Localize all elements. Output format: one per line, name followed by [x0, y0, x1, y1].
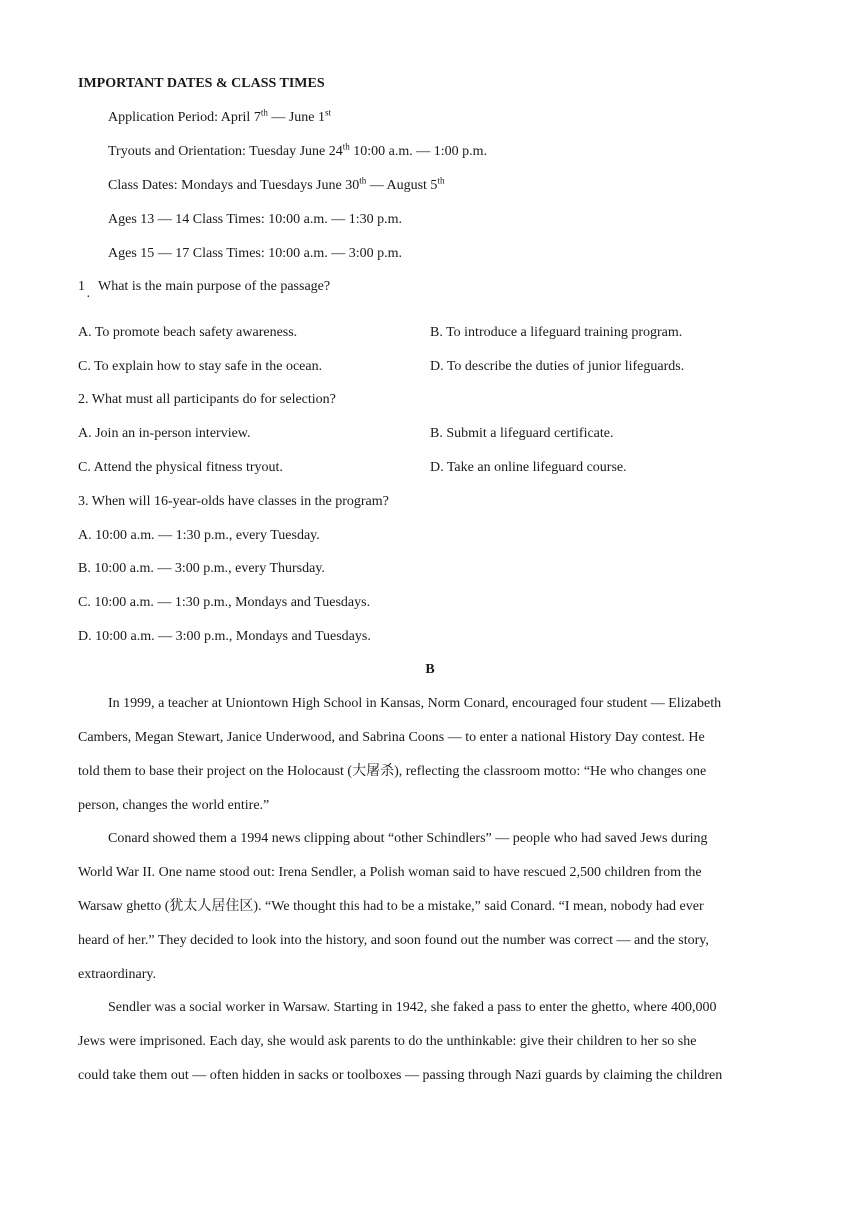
- passage-line: extraordinary.: [78, 967, 156, 982]
- question-1-option-d[interactable]: D. To describe the duties of junior lifeguards.: [430, 359, 685, 374]
- application-period-text: Application Period: April 7: [108, 110, 261, 125]
- passage-line: could take them out — often hidden in sacks or toolboxes — passing through Nazi guards by claiming the children: [78, 1068, 723, 1083]
- passage-line: Warsaw ghetto (犹太人居住区). “We thought this had to be a mistake,” said Conard. “I mean, nobody had ever: [78, 899, 704, 914]
- question-3-option-c[interactable]: C. 10:00 a.m. — 1:30 p.m., Mondays and Tuesdays.: [78, 595, 371, 610]
- ordinal-suffix: th: [342, 141, 350, 152]
- passage-line: In 1999, a teacher at Uniontown High School in Kansas, Norm Conard, encouraged four student — Elizabeth: [108, 696, 722, 711]
- question-2-option-b[interactable]: B. Submit a lifeguard certificate.: [430, 426, 614, 441]
- passage-line: World War II. One name stood out: Irena Sendler, a Polish woman said to have rescued 2,500 children from the: [78, 865, 702, 880]
- ages-13-14-times: Ages 13 — 14 Class Times: 10:00 a.m. — 1:30 p.m.: [108, 212, 403, 227]
- passage-b-heading: B: [425, 662, 435, 677]
- ordinal-suffix: th: [437, 175, 445, 186]
- question-2-option-a[interactable]: A. Join an in-person interview.: [78, 426, 251, 441]
- passage-line: Sendler was a social worker in Warsaw. Starting in 1942, she faked a pass to enter the ghetto, where 400,000: [108, 1000, 717, 1015]
- ordinal-suffix: th: [359, 175, 367, 186]
- question-3-stem: 3. When will 16-year-olds have classes in the program?: [78, 494, 389, 509]
- passage-line: heard of her.” They decided to look into the history, and soon found out the number was correct — and the story,: [78, 933, 709, 948]
- question-1-option-c[interactable]: C. To explain how to stay safe in the ocean.: [78, 359, 323, 374]
- ordinal-suffix: st: [325, 107, 332, 118]
- section-heading: IMPORTANT DATES & CLASS TIMES: [78, 76, 325, 91]
- question-3-option-a[interactable]: A. 10:00 a.m. — 1:30 p.m., every Tuesday.: [78, 528, 320, 543]
- class-dates-end: — August 5: [366, 178, 438, 193]
- tryouts-line: [108, 143, 487, 161]
- tryouts-text: Tryouts and Orientation: Tuesday June 24: [108, 144, 343, 159]
- question-1-option-b[interactable]: B. To introduce a lifeguard training program.: [430, 325, 683, 340]
- ordinal-suffix: th: [260, 107, 268, 118]
- question-3-option-b[interactable]: B. 10:00 a.m. — 3:00 p.m., every Thursday.: [78, 561, 325, 576]
- passage-line: Conard showed them a 1994 news clipping about “other Schindlers” — people who had saved Jews during: [108, 831, 708, 846]
- question-2-option-d[interactable]: D. Take an online lifeguard course.: [430, 460, 627, 475]
- question-1-option-a[interactable]: A. To promote beach safety awareness.: [78, 325, 298, 340]
- passage-line: Jews were imprisoned. Each day, she would ask parents to do the unthinkable: give their children to her so she: [78, 1034, 697, 1049]
- class-dates-line: [108, 177, 444, 195]
- passage-line: told them to base their project on the Holocaust (大屠杀), reflecting the classroom motto: “He who changes one: [78, 764, 707, 779]
- question-1-stem: What is the main purpose of the passage?: [98, 279, 331, 294]
- tryouts-time: 10:00 a.m. — 1:00 p.m.: [349, 144, 488, 159]
- question-3-option-d[interactable]: D. 10:00 a.m. — 3:00 p.m., Mondays and Tuesdays.: [78, 629, 371, 644]
- ages-15-17-times: Ages 15 — 17 Class Times: 10:00 a.m. — 3:00 p.m.: [108, 246, 403, 261]
- application-period-end: — June 1: [267, 110, 326, 125]
- class-dates-text: Class Dates: Mondays and Tuesdays June 30: [108, 178, 360, 193]
- passage-line: Cambers, Megan Stewart, Janice Underwood, and Sabrina Coons — to enter a national History Day contest. He: [78, 730, 705, 745]
- passage-line: person, changes the world entire.”: [78, 798, 270, 813]
- application-period-line: [108, 109, 331, 127]
- question-2-option-c[interactable]: C. Attend the physical fitness tryout.: [78, 460, 283, 475]
- question-number-dot: ·: [86, 290, 91, 305]
- question-2-stem: 2. What must all participants do for selection?: [78, 392, 336, 407]
- question-1-number: 1: [78, 279, 85, 294]
